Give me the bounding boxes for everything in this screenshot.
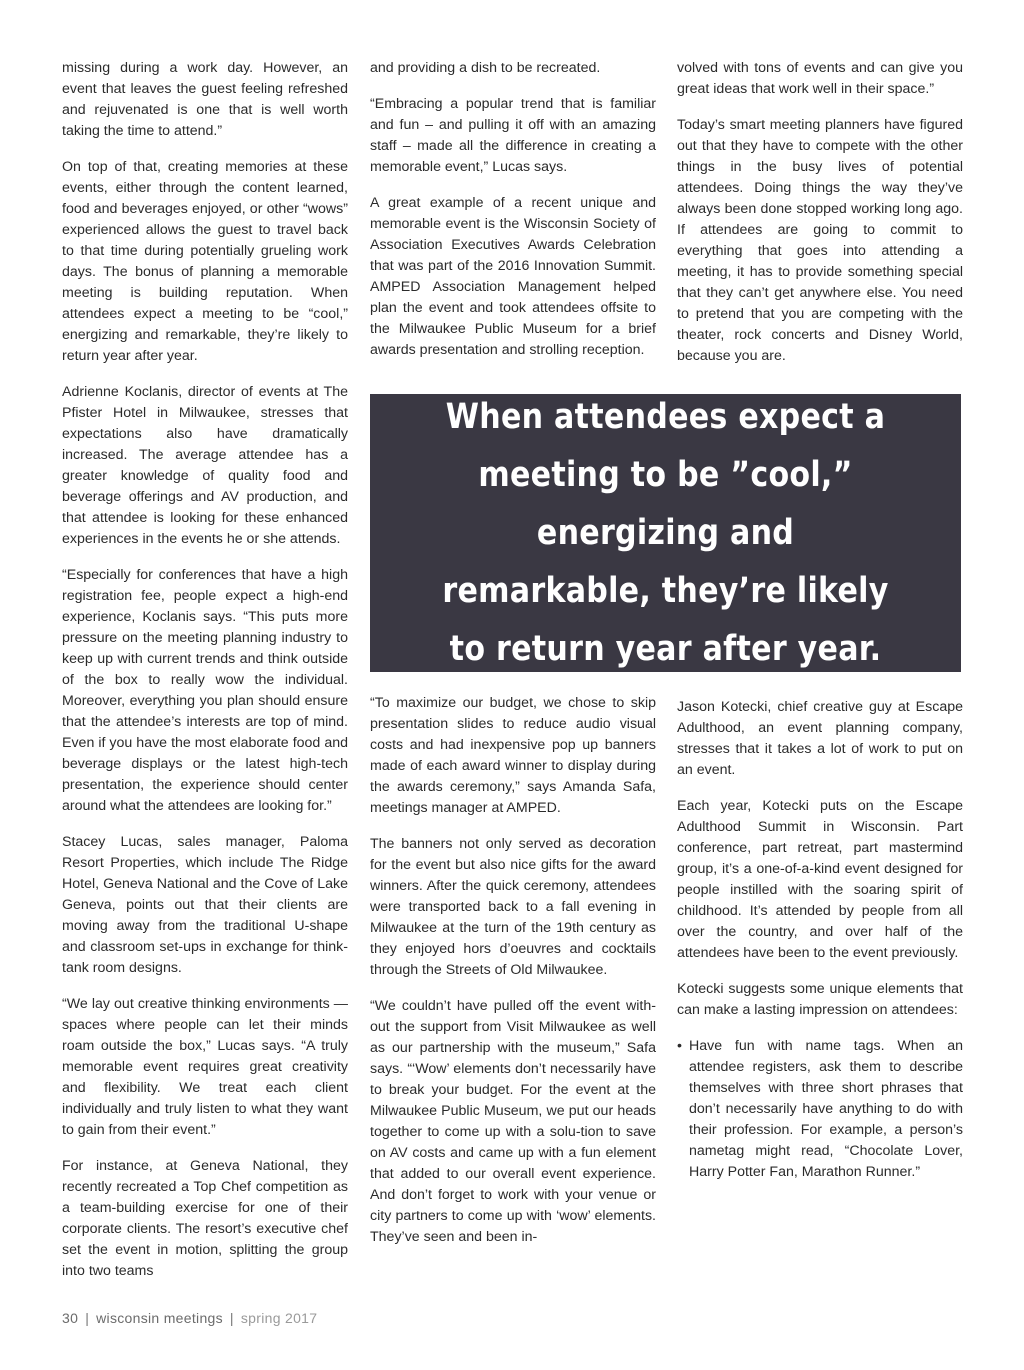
- column-3-top-text: [677, 58, 963, 382]
- paragraph: “To maximize our budget, we chose to skip presentation slides to reduce audio visual costs and had inexpensive pop up banners made of each award winner to display during the awards ceremony,” says Amanda Safa, meetings manager at AMPED.: [370, 695, 656, 816]
- paragraph: “Embracing a popular trend that is familiar and fun – and pulling it off with an amazing staff – made all the difference in creating a memorable event,” Lucas says.: [370, 96, 656, 175]
- paragraph: The banners not only served as decoration for the event but also nice gifts for the award winners. After the quick ceremony, attendees were transported back to a fall evening in Milwaukee at the turn of the 19th century as they enjoyed hors d’oeuvres and cocktails through the Streets of Old Milwaukee.: [370, 836, 656, 978]
- paragraph: Jason Kotecki, chief creative guy at Escape Adulthood, an event planning company, stresses that it takes a lot of work to put on an event.: [677, 699, 963, 778]
- paragraph: Stacey Lucas, sales manager, Paloma Resort Properties, which include The Ridge Hotel, Geneva National and the Cove of Lake Geneva, points out that their clients are moving away from the traditional U-shape and classroom set-ups in exchange for think-tank room designs.: [62, 834, 348, 976]
- paragraph: “Especially for conferences that have a high registration fee, people expect a high-end experience, Koclanis says. “This puts more pressure on the meeting planning industry to keep up with current trends and think outside of the box to really wow the individual. Moreover, everything you plan should ensure that the attendee’s interests are top of mind. Even if you have the most elaborate food and beverage displays or the latest high-tech presentation, the experience should center around what the attendees are looking for.”: [62, 567, 348, 814]
- paragraph: missing during a work day. However, an event that leaves the guest feeling refreshed and rejuvenated is one that is well worth taking the time to attend.”: [62, 60, 348, 139]
- column-3-bottom-text: [677, 697, 963, 1183]
- paragraph: “We lay out creative thinking environments — spaces where people can let their minds roam outside the box,” Lucas says. “A truly memorable event requires great creativity and flexibility. We treat each client individually and truly listen to what they want to gain from their event.”: [62, 996, 348, 1138]
- column-1-text: [62, 58, 348, 1297]
- paragraph: Kotecki suggests some unique elements that can make a lasting impression on attendees:: [677, 981, 963, 1018]
- footer-separator: |: [85, 1310, 90, 1326]
- bullet-item: [677, 1036, 963, 1183]
- pull-quote-text: When attendees expect a meeting to be ”cool,” energizing and remarkable, they’re likely to return year after year.: [442, 397, 889, 669]
- page-number: 30: [62, 1310, 79, 1326]
- page-footer: [62, 1310, 317, 1326]
- footer-separator: |: [229, 1310, 234, 1326]
- paragraph: Adrienne Koclanis, director of events at The Pfister Hotel in Milwaukee, stresses that expectations also have dramatically increased. The average attendee has a greater knowledge of quality food and beverage offerings and AV production, and that attendee is looking for these enhanced experiences in the events he or she attends.: [62, 384, 348, 547]
- column-2-top-text: [370, 58, 656, 376]
- paragraph: “We couldn’t have pulled off the event with-out the support from Visit Milwaukee as well as our partnership with the museum,” Safa says. “‘Wow’ elements don’t necessarily have to break your budget. For the event at the Milwaukee Public Museum, we put our heads together to come up with a solu-tion to save on AV costs and came up with a fun element that added to our overall event experience. And don’t forget to work with your venue or city partners to come up with ‘wow’ elements. They’ve seen and been in-: [370, 998, 656, 1245]
- bullet-text: Have fun with name tags. When an attendee registers, ask them to describe themselves with three short phrases that don’t necessarily have anything to do with their profession. For example, a person’s nametag might read, “Chocolate Lover, Harry Potter Fan, Marathon Runner.”: [689, 1038, 963, 1180]
- column-2-bottom-text: [370, 693, 656, 1263]
- paragraph: A great example of a recent unique and memorable event is the Wisconsin Society of Association Executives Awards Celebration that was part of the 2016 Innovation Summit. AMPED Association Management helped plan the event and took attendees offsite to the Milwaukee Public Museum for a brief awards presentation and strolling reception.: [370, 195, 656, 358]
- paragraph: Each year, Kotecki puts on the Escape Adulthood Summit in Wisconsin. Part conference, part retreat, part mastermind group, it’s a one-of-a-kind event designed for people instilled with the soaring spirit of childhood. It’s attended by people from all over the country, and over half of the attendees have been to the event previously.: [677, 798, 963, 961]
- pull-quote-box: [370, 394, 961, 672]
- paragraph: and providing a dish to be recreated.: [370, 60, 601, 76]
- magazine-name: wisconsin meetings: [96, 1310, 223, 1326]
- paragraph: volved with tons of events and can give you great ideas that work well in their space.”: [677, 60, 963, 97]
- bullet-marker: •: [677, 1038, 682, 1054]
- paragraph: On top of that, creating memories at these events, either through the content learned, food and beverages enjoyed, or other “wows” experienced allows the guest to travel back to that time during potentially grueling work days. The bonus of planning a memorable meeting is building reputation. When attendees expect a meeting to be “cool,” energizing and remarkable, they’re likely to return year after year.: [62, 159, 348, 364]
- paragraph: Today’s smart meeting planners have figured out that they have to compete with the other things in the busy lives of potential attendees. Doing things the way they’ve always been done stopped working long ago. If attendees are going to commit to everything that goes into attending a meeting, it has to provide something special that they can’t get anywhere else. You need to pretend that you are competing with the theater, rock concerts and Disney World, because you are.: [677, 117, 963, 364]
- paragraph: For instance, at Geneva National, they recently recreated a Top Chef competition as a team-building exercise for one of their corporate clients. The resort’s executive chef set the event in motion, splitting the group into two teams: [62, 1158, 348, 1279]
- issue-season: spring 2017: [240, 1310, 318, 1326]
